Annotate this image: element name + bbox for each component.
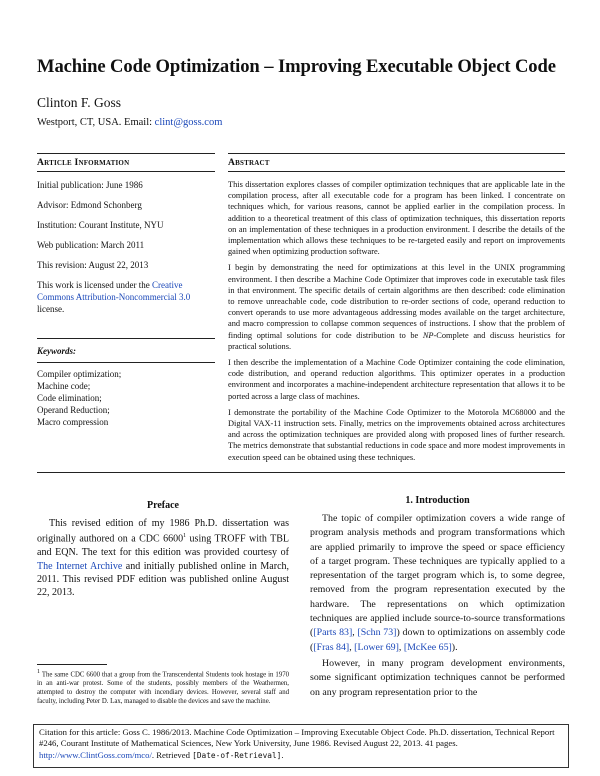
citation-box	[33, 724, 569, 768]
ref-separator: ,	[352, 627, 358, 639]
internet-archive-link[interactable]: The Internet Archive	[37, 560, 123, 572]
abstract-bottom-rule	[37, 472, 565, 473]
keywords-rule-top	[37, 338, 215, 339]
preface-text-1: This revised edition of my 1986 Ph.D. dissertation was originally authored on a CDC 6600	[37, 518, 289, 545]
keyword-item: Code elimination;	[37, 393, 102, 403]
license-link[interactable]: Creative Commons Attribution-Noncommercial 3.0	[37, 280, 191, 302]
license-pre: This work is licensed under the	[37, 280, 152, 290]
abstract-paragraph	[228, 262, 565, 352]
ref-lower-69[interactable]: [Lower 69]	[354, 641, 399, 653]
keyword-item: Operand Reduction;	[37, 405, 110, 415]
ref-separator: ,	[349, 641, 355, 653]
abstract-paragraph: I demonstrate the portability of the Machine Code Optimizer to the Motorola MC68000 and the Digital VAX-11 instruction sets. Finally, metrics on the improvements obtained across architectures and across the optimization techniques are provided along with proposed lines of further research. The metrics demonstrate that substantial reductions in code space and more modest improvements in execution speed can be obtained using these techniques.	[228, 407, 565, 462]
footnote-text: The same CDC 6600 that a group from the Transcendental Students took hostage in 1970 in an anti-war protest. Some of the students, possibly members of the Weathermen, attempted to destroy the computer with incendiary devices. However, several staff and faculty, including Peter D. Lax, managed to disable the devices and save the machine.	[37, 671, 289, 706]
ref-schn-73[interactable]: [Schn 73]	[357, 627, 397, 639]
top-rule-right	[228, 153, 565, 154]
keywords-rule-bottom	[37, 362, 215, 363]
preface-text-3: and initially published online in March, 2011. This revised PDF edition was published online August 22, 2013.	[37, 560, 290, 599]
keywords-heading: Keywords:	[37, 346, 76, 356]
top-rule-left	[37, 153, 215, 154]
np-term: NP	[422, 330, 434, 340]
keywords-heading-text: Keywords	[37, 346, 73, 356]
paper-title: Machine Code Optimization – Improving Executable Object Code	[37, 56, 556, 77]
sub-rule-right	[228, 171, 565, 172]
advisor: Advisor: Edmond Schonberg	[37, 200, 142, 210]
abstract-p2-a: I begin by demonstrating the need for optimizations at this level in the UNIX programming environment. I then describe a Machine Code Optimizer that improves code in executable task files in that environment. The specific details of certain algorithms are then described: code elimination to remove unreachable code, code distribution to re-order sections of code, operand reduction to convert operands to use more advantageous addressing modes available on the target architecture, and macro compression to collapse common sequences of instructions. I show that the problem of finding optimal solutions for code distribution to be	[228, 263, 565, 340]
preface-heading: Preface	[146, 500, 179, 511]
affiliation-location: Westport, CT, USA. Email:	[37, 117, 155, 128]
author-affiliation	[37, 117, 222, 128]
intro-paragraph	[310, 512, 565, 655]
abstract-body	[228, 179, 565, 468]
ref-mckee-65[interactable]: [McKee 65]	[403, 641, 452, 653]
preface-text-2: using TROFF with TBL and EQN. The text for this edition was provided courtesy of	[37, 533, 289, 559]
author-name: Clinton F. Goss	[37, 95, 122, 110]
sub-rule-left	[37, 171, 215, 172]
article-info	[37, 179, 215, 323]
article-info-heading: Article Information	[37, 157, 130, 168]
keywords-list	[37, 368, 121, 428]
intro-p1-c: ).	[451, 641, 458, 653]
preface-body	[37, 517, 289, 600]
intro-p1-b: ) down to optimizations on assembly code (	[310, 627, 565, 653]
revision-date: This revision: August 22, 2013	[37, 260, 149, 270]
web-publication: Web publication: March 2011	[37, 240, 145, 250]
license-post: license.	[37, 304, 65, 314]
ref-separator: ,	[398, 641, 404, 653]
citation-retrieved: . Retrieved	[151, 749, 193, 760]
introduction-body	[310, 512, 565, 700]
license-statement	[37, 279, 215, 315]
abstract-heading: Abstract	[228, 157, 270, 168]
citation-url-link[interactable]: http://www.ClintGoss.com/mco/	[39, 749, 152, 760]
intro-p1-a: The topic of compiler optimization covers a wide range of program analysis methods and program transformations which are applied primarily to improve the speed or space efficiency of a target program. These techniques are typically applied to a representation of the target program which is, to some degree, removed from the program representation executed by the hardware. The representations on which optimization techniques are applied include source-to-source transformations (	[310, 513, 565, 639]
keyword-item: Macro compression	[37, 417, 109, 427]
footnote-marker[interactable]: 1	[183, 533, 187, 540]
keyword-item: Machine code;	[37, 381, 91, 391]
introduction-heading: 1. Introduction	[405, 495, 470, 506]
abstract-paragraph: This dissertation explores classes of compiler optimization techniques that are applicable late in the compilation process, after all executable code for a program has been linked. I concentrate on techniques which, for various reasons, cannot be applied earlier in the compilation process. In addition to a theoretical treatment of this class of optimization techniques, this dissertation reports on an implementation of these techniques in a production environment. I describe the details of the implementation which allows these techniques to be re-targeted easily and report on improvements gained when optimizing production software.	[228, 180, 565, 257]
footnote-rule	[37, 664, 107, 665]
abstract-paragraph: I then describe the implementation of a Machine Code Optimizer containing the code elimination, code distribution, and operand reduction algorithms. This optimizer operates in a production environment and incorporates a machine-independent architecture representation that allows it to be ported across a large class of machines.	[228, 358, 565, 401]
institution: Institution: Courant Institute, NYU	[37, 220, 164, 230]
email-link[interactable]: clint@goss.com	[154, 117, 223, 128]
retrieval-date-placeholder: [Date-of-Retrieval]	[192, 750, 282, 760]
keyword-item: Compiler optimization;	[37, 369, 122, 379]
citation-end: .	[281, 749, 284, 760]
footnote	[37, 668, 289, 706]
intro-paragraph: However, in many program development environments, some significant optimization techniques cannot be performed on any program representation prior to the	[310, 657, 565, 698]
citation-text: Citation for this article: Goss C. 1986/2013. Machine Code Optimization – Improving Executable Object Code. Ph.D. dissertation, Technical Report #246, Courant Institute of Mathematical Sciences, New York University, June 1986. Revised August 22, 2013. 41 pages.	[39, 727, 555, 749]
initial-publication: Initial publication: June 1986	[37, 180, 143, 190]
footnote-number: 1	[37, 669, 40, 675]
abstract-p2-b: -Complete and discuss heuristics for practical solutions.	[228, 330, 565, 351]
ref-fras-84[interactable]: [Fras 84]	[313, 641, 350, 653]
ref-parts-83[interactable]: [Parts 83]	[313, 627, 353, 639]
